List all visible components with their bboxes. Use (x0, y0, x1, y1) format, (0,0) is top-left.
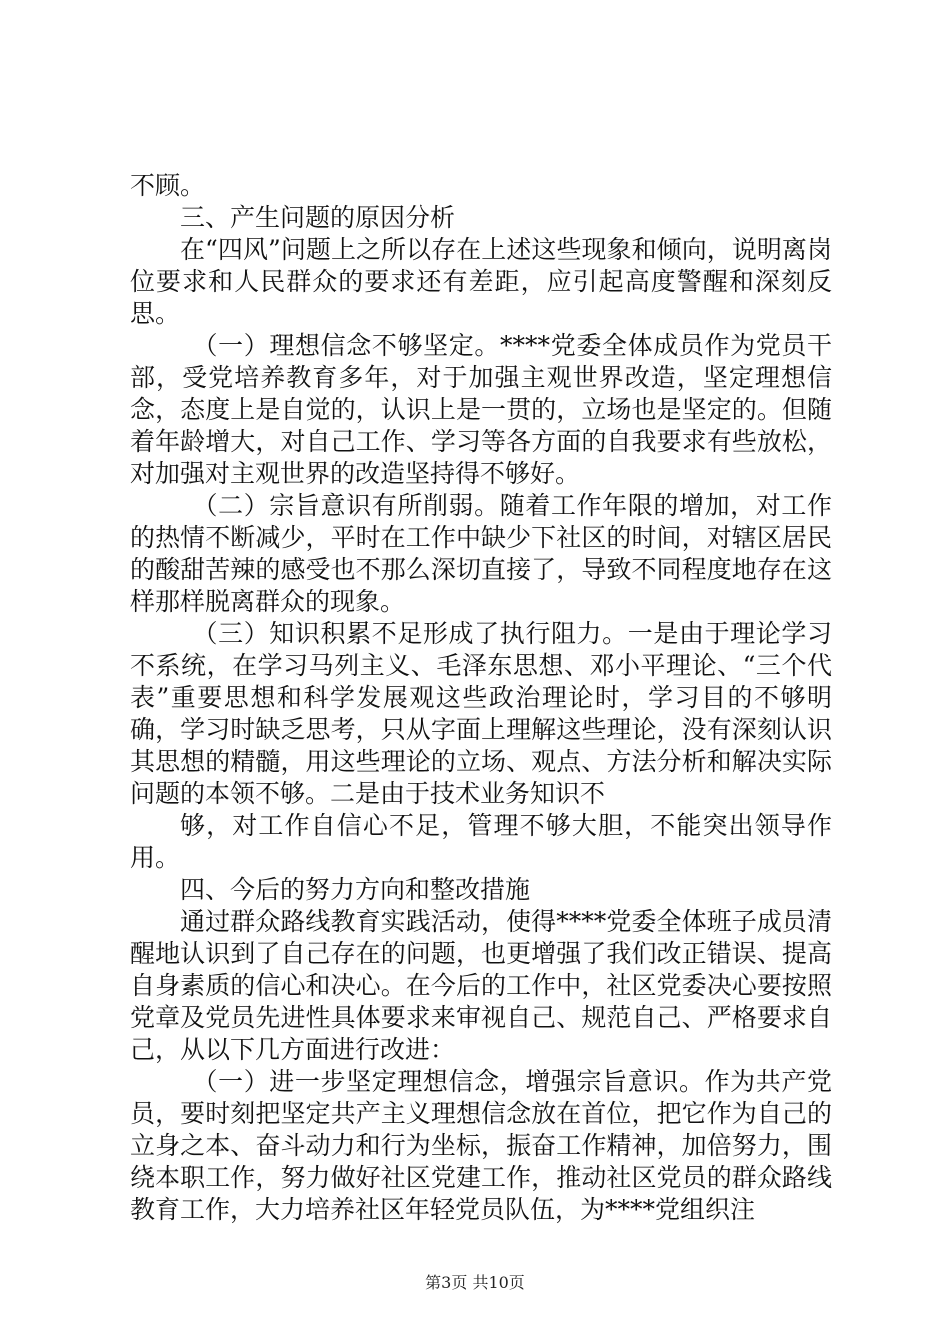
paragraph-strengthen-belief: （一）进一步坚定理想信念，增强宗旨意识。作为共产党员，要时刻把坚定共产主义理想信念放在首位，把它作为自己的立身之本、奋斗动力和行为坐标，振奋工作精神，加倍努力，围绕本职工作，努力做好社区党建工作，推动社区党员的群众路线教育工作，大力培养社区年轻党员队伍，为****党组织注 (130, 1067, 832, 1224)
paragraph-ideal-belief: （一）理想信念不够坚定。****党委全体成员作为党员干部，受党培养教育多年，对于加强主观世界改造，坚定理想信念，态度上是自觉的，认识上是一贯的，立场也是坚定的。但随着年龄增大，对自己工作、学习等各方面的自我要求有些放松，对加强对主观世界的改造坚持得不够好。 (130, 331, 832, 488)
paragraph-continuation: 不顾。 (130, 171, 206, 200)
paragraph-knowledge-accumulation: （三）知识积累不足形成了执行阻力。一是由于理论学习不系统，在学习马列主义、毛泽东思想、邓小平理论、“三个代表”重要思想和科学发展观这些政治理论时，学习目的不够明确，学习时缺乏思考，只从字面上理解这些理论，没有深刻认识其思想的精髓，用这些理论的立场、观点、方法分析和解决实际问题的本领不够。二是由于技术业务知识不 (130, 619, 832, 808)
section-heading-4: 四、今后的努力方向和整改措施 (180, 875, 531, 904)
page-number-footer: 第3页 共10页 (425, 1273, 525, 1292)
paragraph-knowledge-continuation: 够，对工作自信心不足，管理不够大胆，不能突出领导作用。 (130, 811, 832, 872)
document-body (130, 170, 832, 1226)
paragraph-intro-analysis: 在“四风”问题上之所以存在上述这些现象和倾向，说明离岗位要求和人民群众的要求还有差距，应引起高度警醒和深刻反思。 (130, 235, 832, 328)
paragraph-rectification-intro: 通过群众路线教育实践活动，使得****党委全体班子成员清醒地认识到了自己存在的问题，也更增强了我们改正错误、提高自身素质的信心和决心。在今后的工作中，社区党委决心要按照党章及党员先进性具体要求来审视自己、规范自己、严格要求自己，从以下几方面进行改进： (130, 907, 832, 1064)
paragraph-purpose-awareness: （二）宗旨意识有所削弱。随着工作年限的增加，对工作的热情不断减少，平时在工作中缺少下社区的时间，对辖区居民的酸甜苦辣的感受也不那么深切直接了，导致不同程度地存在这样那样脱离群众的现象。 (130, 491, 832, 616)
section-heading-3: 三、产生问题的原因分析 (180, 203, 456, 232)
